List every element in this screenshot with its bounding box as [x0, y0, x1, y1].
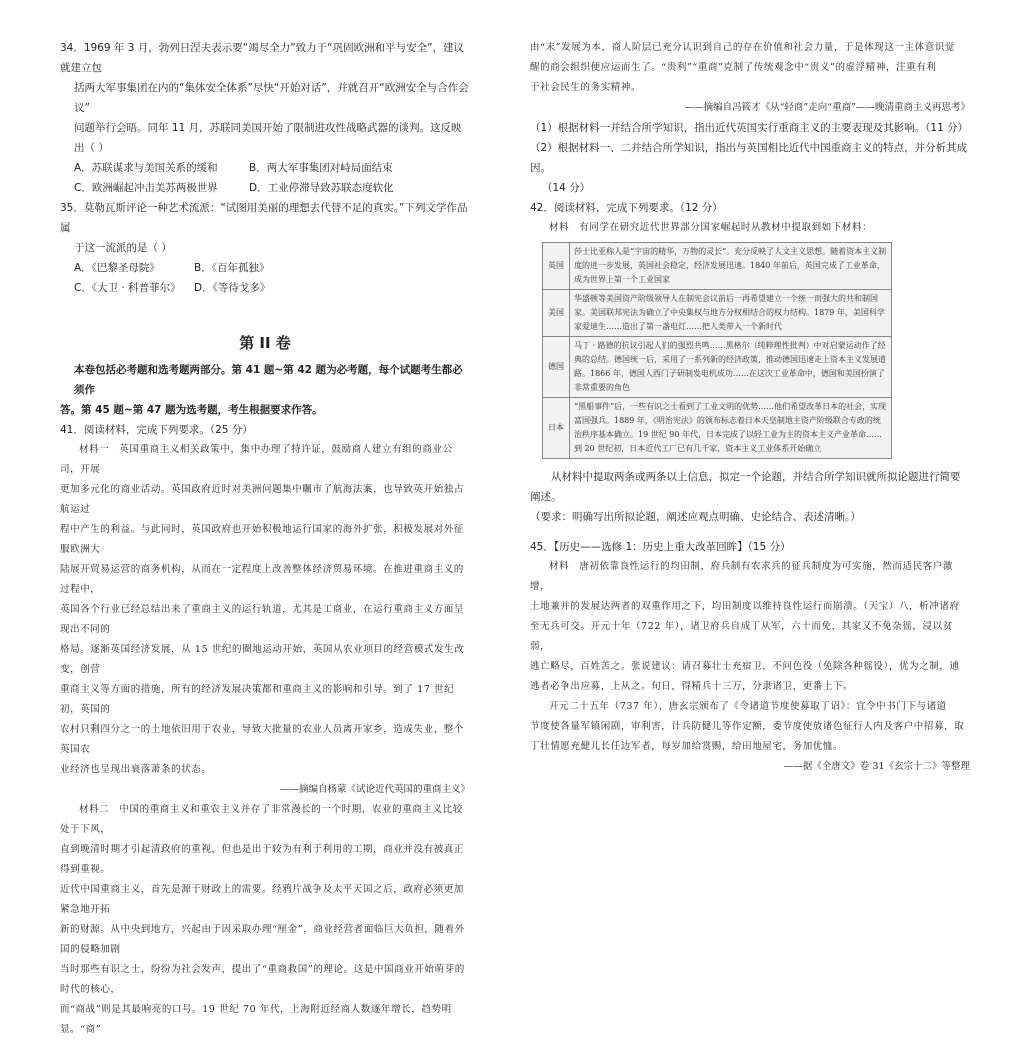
q42-title: 42．阅读材料，完成下列要求。（12 分） [530, 202, 723, 214]
material-table [542, 242, 892, 459]
table-country: 日本 [543, 398, 570, 459]
text-line: 而“商战”则是其最响亮的口号。19 世纪 70 年代，上海附近经商人数逐年增长，趋势明显。“商” [60, 1004, 452, 1035]
text-line: 陆展开贸易运营的商务机构，从而在一定程度上改善整体经济贸易环境。在推进重商主义的过程中， [60, 564, 465, 595]
option-a[interactable]: A．《巴黎圣母院》 [74, 262, 160, 274]
text-line: 丁壮情愿充健儿长任边军者，每岁加给赏赐，给田地屋宅，务加优恤。 [530, 741, 844, 752]
q35-line: 35．莫勒瓦斯评论一种艺术流派：“试图用美丽的理想去代替不足的真实。”下列文学作品属 [60, 202, 468, 234]
text-line: 程中产生的利益。与此同时，英国政府也开始积极地运行国家的海外扩张，积极发展对外征服欧洲大 [60, 524, 465, 555]
table-text: 莎士比亚称人是“宇宙的精华，万物的灵长”。充分反映了人文主义思想。随着资本主义制度的进一步发展，英国社会稳定，经济发展迅速。1840 年前后，英国完成了工业革命，成为世界上第一个工业国家 [570, 243, 892, 290]
text-line: 直到晚清时期才引起清政府的重视，但也是出于较为有利于利用的工期，商业并没有被真正得到重视。 [60, 844, 465, 875]
table-country: 美国 [543, 290, 570, 337]
q41-requirement: （1）根据材料一并结合所学知识，指出近代英国实行重商主义的主要表现及其影响。（11 分） [530, 122, 969, 134]
text-line: 材料二 中国的重商主义和重农主义并存了非常漫长的一个时期，农业的重商主义比较处于下风， [60, 804, 463, 835]
q45-title: 45．【历史——选修 1：历史上重大改革回眸】（15 分） [530, 541, 791, 553]
text-line: 重商主义等方面的措施，所有的经济发展决策都和重商主义的影响和引导。到了 17 世纪初，英国的 [60, 684, 455, 715]
q42-intro: 材料 有同学在研究近代世界部分国家崛起时从教材中提取到如下材料： [549, 222, 873, 233]
text-line: 醒的商会组织便应运而生了。“贵利”“重商”克制了传统观念中“贵义”的虚浮精神，注重有利 [530, 62, 937, 73]
table-country: 英国 [543, 243, 570, 290]
option-d[interactable]: D．《等待戈多》 [194, 282, 271, 294]
q35-options-row [60, 278, 470, 298]
option-a[interactable]: A．苏联谋求与美国关系的缓和 [74, 162, 218, 174]
q41-requirement: （14 分） [542, 182, 591, 194]
text-line: 逃者必争出应募，上从之。旬日，得精兵十三万，分隶诸卫，更番上下。 [530, 681, 854, 692]
material-1 [60, 440, 470, 800]
section-intro: 答。第 45 题~第 47 题为选考题，考生根据要求作答。 [60, 404, 323, 416]
q41-requirement: （2）根据材料一、二并结合所学知识，指出与英国相比近代中国重商主义的特点，并分析其成因。 [530, 142, 968, 174]
option-d[interactable]: D．工业停滞导致苏联态度软化 [249, 182, 394, 194]
table-text: “黑船事件”后，一些有识之士看到了工业文明的优势……他们希望改革日本的社会，实现富国强兵。1889 年，《明治宪法》的颁布标志着日本天皇制地主资产阶级联合专政的统治秩序基本确立。19 世纪 90 年代，日本完成了以轻工业为主的资本主义产业革命……到 20 世纪初，日本近代工厂已有几千家，资本主义工业体系开始确立 [570, 398, 892, 459]
source-citation: ——摘编自杨蒙《试论近代英国的重商主义》 [279, 784, 470, 795]
source-citation: ——据《全唐文》卷 31《玄宗十二》等整理 [783, 761, 970, 772]
q35-options-row [60, 258, 470, 278]
source-citation: ——摘编自冯筱才《从“轻商”走向“重商”——晚清重商主义再思考》 [684, 102, 970, 113]
q34-line: 问题举行会晤。同年 11 月，苏联同美国开始了限制进攻性战略武器的谈判。这反映出（ ） [74, 122, 462, 154]
option-b[interactable]: B．《百年孤独》 [194, 262, 270, 274]
table-text: 马丁 · 路德的抗议引起人们的强烈共鸣……黑格尔（纯粹理性批判）中对启蒙运动作了经典的总结。德国统一后，采用了一系列新的经济政策，推动德国迅速走上资本主义发展道路。1866 年，德国人西门子研制发电机成功……在这次工业革命中，德国和美国扮演了非常重要的角色 [570, 337, 892, 398]
right-column [530, 38, 970, 777]
table-row [543, 290, 892, 337]
q35-line: 于这一流派的是（ ） [74, 242, 172, 254]
text-line: 新的财源。从中央到地方，兴起由于因采取办理“厘金”，商业经营者面临巨大负担，随着外国的侵略加剧 [60, 924, 465, 955]
q34-line: 34．1969 年 3 月，勃列日涅夫表示要“竭尽全力”致力于“巩固欧洲和平与安全”，建议就建立包 [60, 42, 465, 74]
text-line: 土地兼并的发展达两者的双重作用之下，均田制度以维持良性运行而崩溃。（天宝）八，析冲诸府 [530, 601, 960, 612]
text-line: 业经济也呈现出衰落萧条的状态。 [60, 764, 212, 775]
left-column [60, 38, 470, 1040]
material-2 [60, 800, 470, 1040]
table-row [543, 337, 892, 398]
q42-requirement: 从材料中提取两条或两条以上信息，拟定一个论题，并结合所学知识就所拟论题进行简要阐述。 [530, 471, 961, 503]
text-line: 材料 唐初依靠良性运行的均田制，府兵制有农求兵的征兵制度为可实施，然而适民客户激增， [530, 561, 954, 592]
table-row [543, 398, 892, 459]
text-line: 于社会民生的务实精神。 [530, 82, 642, 93]
q34-options-row [60, 178, 470, 198]
q34-line: 括两大军事集团在内的“集体安全体系”尽快“开始对话”，并就召开“欧洲安全与合作会议” [74, 82, 469, 114]
text-line: 材料一 英国重商主义相关政策中，集中办理了特许证，鼓励商人建立有组的商业公司，开展 [60, 444, 453, 475]
text-line: 开元二十五年（737 年），唐玄宗颁布了《令诸道节度使募取丁诏》：宜令中书门下与诸道 [549, 701, 947, 712]
option-c[interactable]: C．《大卫 · 科普菲尔》 [74, 282, 181, 294]
text-line: 英国各个行业已经总结出来了重商主义的运行轨道，尤其是工商业，在运行重商主义方面呈现出不同的 [60, 604, 465, 635]
text-line: 农村只剩四分之一的土地依旧用于农业，导致大批量的农业人员离开家乡，造成失业，整个英国农 [60, 724, 465, 755]
table-text: 华盛顿等美国资产阶级领导人在制宪会议前后一再希望建立一个统一而强大的共和制国家。美国联邦宪法为确立了中央集权与地方分权相结合的权力结构。1879 年，美国科学家爱迪生……造出了第一盏电灯……把人类带入一个新时代 [570, 290, 892, 337]
text-line: 近代中国重商主义，首先是源于财政上的需要。经鸦片战争及太平天国之后，政府必须更加紧急地开拓 [60, 884, 465, 915]
section-title: 第 II 卷 [239, 334, 291, 352]
q42-requirement: （要求：明确写出所拟论题，阐述应观点明确、史论结合、表述清晰。） [530, 511, 861, 523]
table-country: 德国 [543, 337, 570, 398]
text-line: 逃亡略尽，百姓苦之。张说建议：请召募壮士充宿卫，不问色役（免除各种徭役），优为之制，逋 [530, 661, 960, 672]
text-line: 更加多元化的商业活动。英国政府近时对美洲问题集中瞩市了航海法案，也导致英开始独占航运过 [60, 484, 465, 515]
q41-title: 41．阅读材料，完成下列要求。（25 分） [60, 424, 253, 436]
text-line: 至无兵可交。开元十年（722 年），诸卫府兵自成丁从军，六十而免，其家又不免杂徭，浸以贫弱， [530, 621, 953, 652]
table-row [543, 243, 892, 290]
section-intro: 本卷包括必考题和选考题两部分。第 41 题~第 42 题为必考题，每个试题考生都必须作 [74, 364, 463, 396]
text-line: 节度使各量军镇闲剧，审利害，计兵防健儿等作定额，委节度使放诸色征行人内及客户中招募，取 [530, 721, 965, 732]
text-line: 当时那些有识之士，纷纷为社会发声，提出了“重商救国”的理论。这是中国商业开始萌芽的时代的核心， [60, 964, 465, 995]
q34-options-row [60, 158, 470, 178]
text-line: 格局。逐渐英国经济发展，从 15 世纪的圈地运动开始，英国从农业项目的经营模式发生改变，创营 [60, 644, 465, 675]
text-line: 由“末”发展为本，商人阶层已充分认识到自己的存在价值和社会力量，于是体现这一主体意识觉 [530, 42, 956, 53]
option-b[interactable]: B．两大军事集团对峙局面结束 [249, 162, 393, 174]
option-c[interactable]: C．欧洲崛起冲击美苏两极世界 [74, 182, 218, 194]
